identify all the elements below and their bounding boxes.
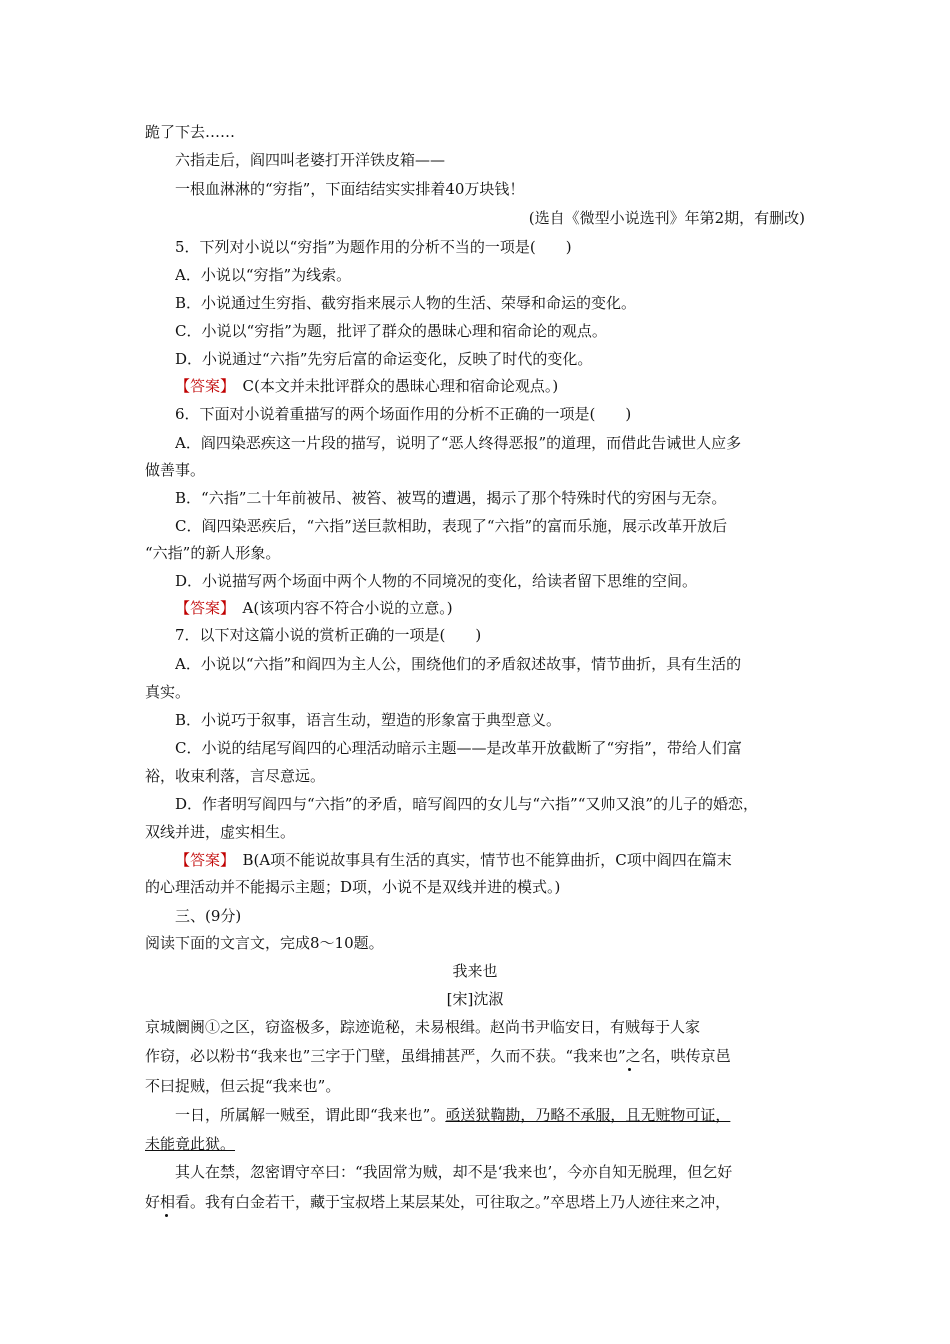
option-a: A．小说以“六指”和阎四为主人公，围绕他们的矛盾叙述故事，情节曲折，具有生活的 — [175, 655, 742, 673]
section-heading: 三、(9分) — [175, 907, 242, 925]
text-line: 裕，收束利落，言尽意远。 — [145, 767, 326, 785]
answer-line — [175, 597, 805, 619]
option-c: C．小说以“穷指”为题，批评了群众的愚昧心理和宿命论的观点。 — [175, 322, 607, 340]
question-5: 5．下列对小说以“穷指”为题作用的分析不当的一项是( ) — [175, 238, 572, 256]
option-a: A．阎四染恶疾这一片段的描写，说明了“恶人终得恶报”的道理，而借此告诫世人应多 — [175, 434, 742, 452]
answer-label: 【答案】 — [175, 851, 228, 869]
text-line: 不曰捉贼，但云捉“我来也”。 — [145, 1077, 341, 1095]
text-span: 一日，所属解一贼至，谓此即“我来也”。 — [175, 1106, 446, 1124]
text-line: 双线并进，虚实相生。 — [145, 823, 296, 841]
text-line: 好相看。我有白金若干，藏于宝叔塔上某层某处，可往取之。”卒思塔上乃人迹往来之冲， — [145, 1193, 731, 1211]
answer-line — [175, 849, 805, 871]
essay-author: [宋]沈淑 — [446, 990, 504, 1008]
option-d: D．小说通过“六指”先穷后富的命运变化，反映了时代的变化。 — [175, 350, 593, 368]
text-line: 跪了下去…… — [145, 123, 236, 141]
option-b: B．“六指”二十年前被吊、被笞、被骂的遭遇，揭示了那个特殊时代的穷困与无奈。 — [175, 489, 727, 507]
option-a: A．小说以“穷指”为线索。 — [175, 266, 352, 284]
text-line: 其人在禁，忽密谓守卒曰：“我固常为贼，却不是‘我来也’，今亦自知无脱理，但乞好 — [175, 1163, 733, 1181]
option-c: C．阎四染恶疾后，“六指”送巨款相助，表现了“六指”的富而乐施，展示改革开放后 — [175, 517, 728, 535]
essay-title: 我来也 — [452, 962, 498, 980]
answer-text: C(本文并未批评群众的愚昧心理和宿命论观点。) — [242, 377, 559, 395]
option-b: B．小说巧于叙事，语言生动，塑造的形象富于典型意义。 — [175, 711, 562, 729]
emphasis-dot — [165, 1214, 168, 1217]
text-line: 京城阛阓①之区，窃盗极多，踪迹诡秘，未易根缉。赵尚书尹临安日，有贼每于人家 — [145, 1018, 701, 1036]
underlined-text: 未能竟此狱。 — [145, 1135, 236, 1153]
source-citation: (选自《微型小说选刊》年第2期，有删改) — [528, 209, 805, 227]
question-6: 6．下面对小说着重描写的两个场面作用的分析不正确的一项是( ) — [175, 405, 632, 423]
option-c: C．小说的结尾写阎四的心理活动暗示主题——是改革开放截断了“穷指”，带给人们富 — [175, 739, 742, 757]
text-line: 真实。 — [145, 683, 191, 701]
answer-label: 【答案】 — [175, 377, 228, 395]
answer-text: B(A项不能说故事具有生活的真实，情节也不能算曲折，C项中阎四在篇末 — [242, 851, 732, 869]
text-line — [175, 1104, 805, 1126]
emphasis-dot — [628, 1068, 631, 1071]
option-b: B．小说通过生穷指、截穷指来展示人物的生活、荣辱和命运的变化。 — [175, 294, 637, 312]
text-line: “六指”的新人形象。 — [145, 544, 281, 562]
option-d: D．小说描写两个场面中两个人物的不同境况的变化，给读者留下思维的空间。 — [175, 572, 698, 590]
question-7: 7．以下对这篇小说的赏析正确的一项是( ) — [175, 626, 482, 644]
option-d: D．作者明写阎四与“六指”的矛盾，暗写阎四的女儿与“六指”“又帅又浪”的儿子的婚恋， — [175, 795, 759, 813]
text-line: 的心理活动并不能揭示主题；D项，小说不是双线并进的模式。) — [145, 878, 561, 896]
answer-text: A(该项内容不符合小说的立意。) — [242, 599, 453, 617]
underlined-text: 亟送狱鞫勘，乃略不承服，且无赃物可证， — [445, 1106, 731, 1124]
text-line: 六指走后，阎四叫老婆打开洋铁皮箱—— — [175, 151, 446, 169]
instruction: 阅读下面的文言文，完成8～10题。 — [145, 934, 384, 952]
text-line: 做善事。 — [145, 461, 206, 479]
answer-label: 【答案】 — [175, 599, 228, 617]
text-line: 作窃，必以粉书“我来也”三字于门壁，虽缉捕甚严，久而不获。“我来也”之名，哄传京邑 — [145, 1047, 731, 1065]
text-line: 一根血淋淋的“穷指”，下面结结实实排着40万块钱！ — [175, 180, 525, 198]
answer-line — [175, 375, 805, 397]
